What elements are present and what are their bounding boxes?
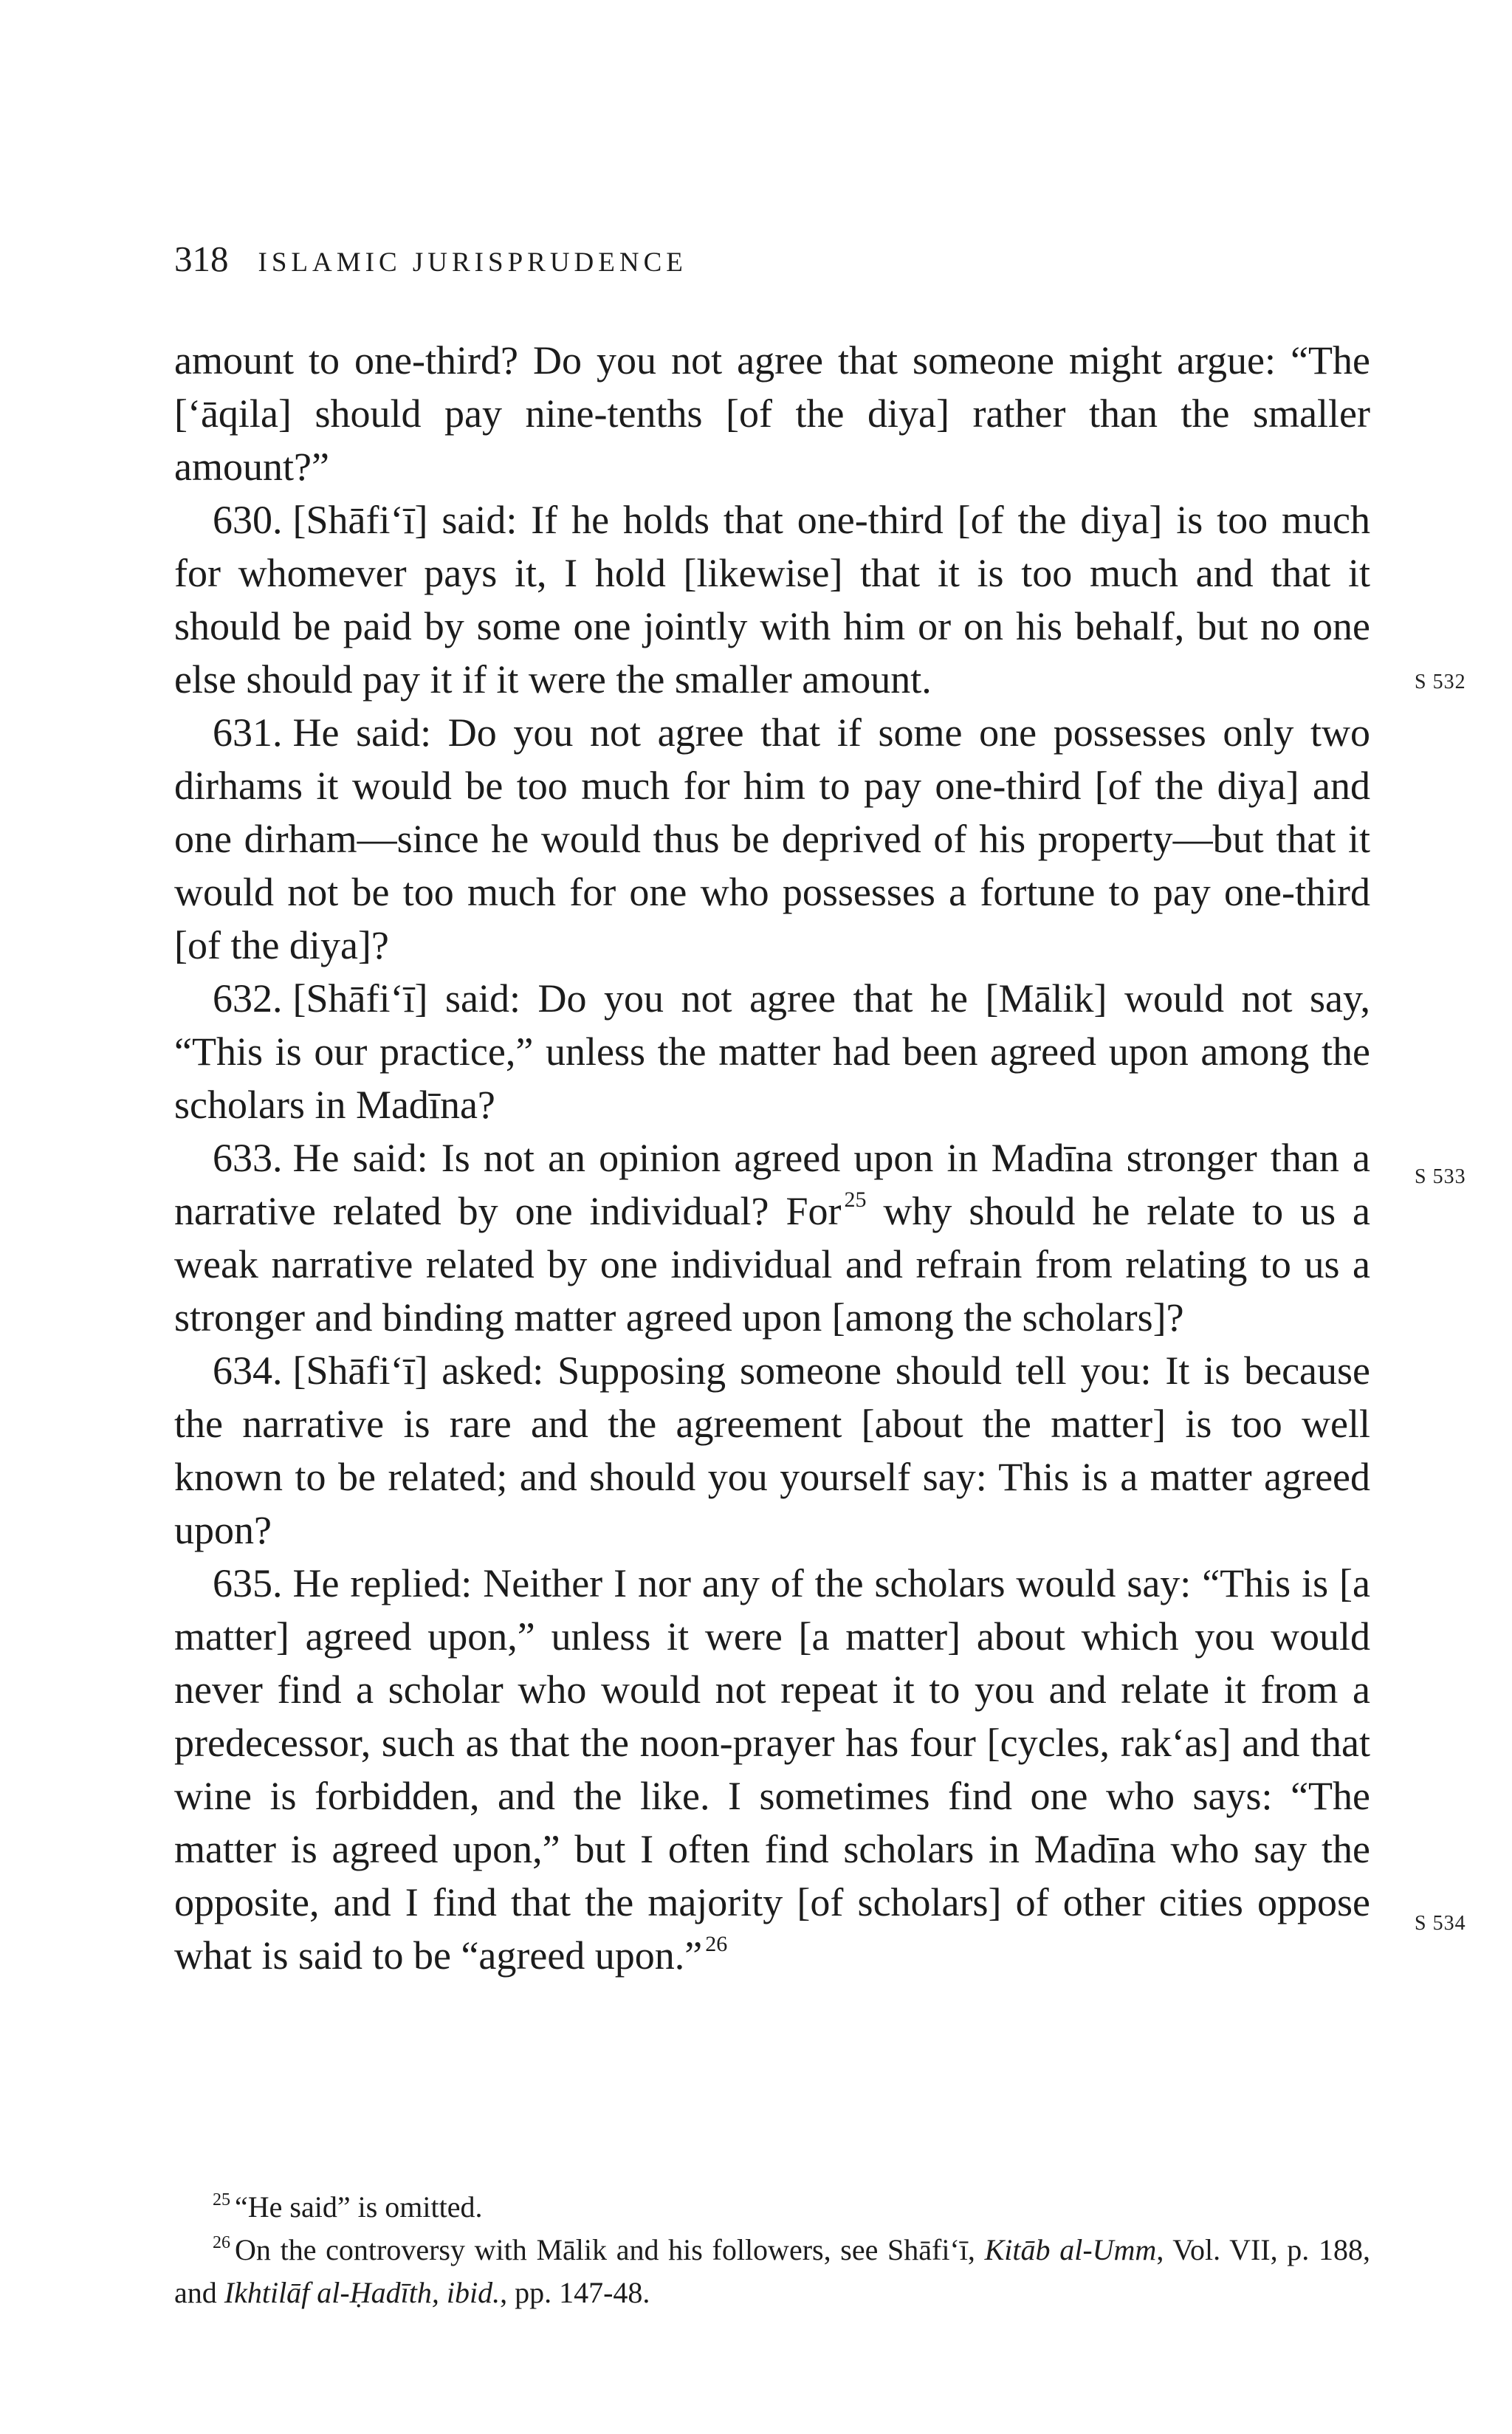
footnote-25 <box>174 2186 1370 2229</box>
footnote-reference[interactable]: 26 <box>705 1932 728 1956</box>
page-number: 318 <box>174 239 229 279</box>
footnotes <box>174 2186 1370 2314</box>
paragraph-number: 630. <box>213 498 283 542</box>
margin-reference: S 533 <box>1415 1165 1466 1188</box>
paragraph-635 <box>174 1557 1370 1982</box>
book-title: Kitāb al-Umm <box>984 2233 1157 2266</box>
paragraph-633 <box>174 1131 1370 1344</box>
paragraph-632 <box>174 972 1370 1131</box>
paragraph-text: [Shāfi‘ī] said: If he holds that one-third [of the diya] is too much for whomever pays it, I hold [likewise] that it is too much and that it should be paid by some one jointly with him or on his behalf, but no one else should pay it if it were the smaller amount. <box>174 498 1370 702</box>
book-title: Ikhtilāf al-Ḥadīth, ibid. <box>224 2276 501 2309</box>
footnote-text: On the controversy with Mālik and his followers, see Shāfi‘ī, <box>235 2233 985 2266</box>
paragraph-631 <box>174 706 1370 972</box>
footnote-mark: 26 <box>213 2233 230 2252</box>
paragraph-number: 634. <box>213 1348 283 1393</box>
running-head: ISLAMIC JURISPRUDENCE <box>258 247 687 278</box>
footnote-text: “He said” is omitted. <box>235 2190 483 2224</box>
paragraph-text: amount to one-third? Do you not agree that someone might argue: “The [‘āqila] should pay nine-tenths [of the diya] rather than the smaller amount?” <box>174 338 1370 489</box>
footnote-reference[interactable]: 25 <box>844 1187 867 1212</box>
paragraph-634 <box>174 1344 1370 1557</box>
paragraph-text: He said: Do you not agree that if some one possesses only two dirhams it would be too much for him to pay one-third [of the diya] and one dirham—since he would thus be deprived of his property—but that it would not be too much for one who possesses a fortune to pay one-third [of the diya]? <box>174 710 1370 967</box>
paragraph-text: [Shāfi‘ī] asked: Supposing someone should tell you: It is because the narrative is rare and the agreement [about the matter] is too well known to be related; and should you yourself say: This is a matter agreed upon? <box>174 1348 1370 1552</box>
paragraph-number: 635. <box>213 1561 283 1605</box>
margin-reference: S 532 <box>1415 671 1466 693</box>
paragraph-text: He said: Is not an opinion agreed upon in Madīna stronger than a narrative related by one individual? For <box>174 1136 1370 1233</box>
paragraph-text: [Shāfi‘ī] said: Do you not agree that he [Mālik] would not say, “This is our practice,” unless the matter had been agreed upon among the scholars in Madīna? <box>174 976 1370 1127</box>
paragraph-text: He replied: Neither I nor any of the scholars would say: “This is [a matter] agreed upon,” unless it were [a matter] about which you would never find a scholar who would not repeat it to you and relate it from a predecessor, such as that the noon-prayer has four [cycles, rak‘as] and that wine is forbidden, and the like. I sometimes find one who says: “The matter is agreed upon,” but I often find scholars in Madīna who say the opposite, and I find that the majority [of scholars] of other cities oppose what is said to be “agreed upon.” <box>174 1561 1370 1978</box>
body-text <box>174 334 1370 1982</box>
paragraph-number: 632. <box>213 976 283 1021</box>
footnote-26 <box>174 2229 1370 2314</box>
footnote-mark: 25 <box>213 2190 230 2210</box>
margin-reference: S 534 <box>1415 1912 1466 1935</box>
paragraph-continuation <box>174 334 1370 493</box>
paragraph-number: 633. <box>213 1136 283 1180</box>
paragraph-630 <box>174 493 1370 706</box>
paragraph-number: 631. <box>213 710 283 755</box>
page-header <box>174 238 687 280</box>
paragraph-text-continued: why should he relate to us a weak narrative related by one individual and refrain from relating to us a stronger and binding matter agreed upon [among the scholars]? <box>174 1189 1370 1340</box>
footnote-text: , pp. 147-48. <box>500 2276 650 2309</box>
footnote-text: , Vol. VII, p. 188, and <box>174 2233 1371 2309</box>
